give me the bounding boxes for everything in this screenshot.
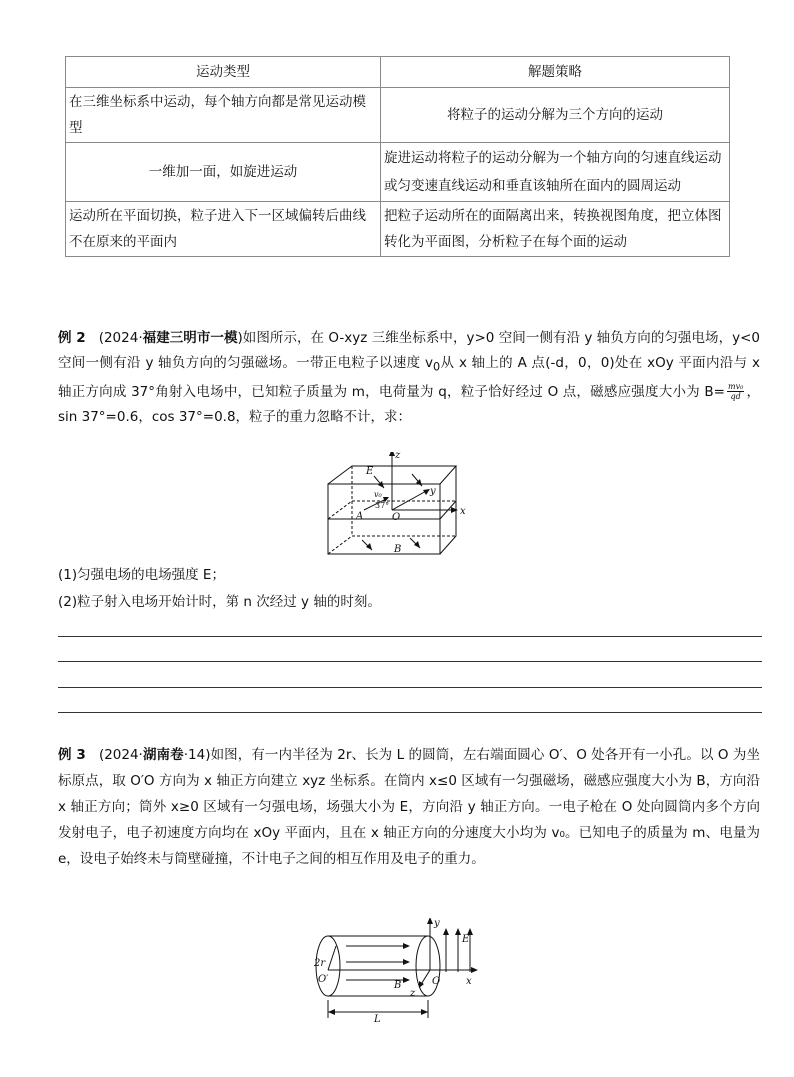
example-2-sub: 0 <box>433 360 441 374</box>
table-cell-strategy: 把粒子运动所在的面隔离出来，转换视图角度，把立体图转化为平面图，分析粒子在每个面的运动 <box>381 202 730 257</box>
label-O: O <box>392 512 401 523</box>
question-2: (2)粒子射入电场开始计时，第 n 次经过 y 轴的时刻。 <box>58 594 381 610</box>
fraction-mv0-qd: $\frac{\text{mv₀}}{qd}$ <box>727 382 744 402</box>
example-2-cube-figure <box>322 452 472 562</box>
table-row <box>66 143 730 202</box>
label-O-prime: O′ <box>318 974 329 985</box>
table-header-row <box>66 57 730 88</box>
axis-label-y: y <box>434 918 440 929</box>
table-cell-strategy: 将粒子的运动分解为三个方向的运动 <box>381 88 730 143</box>
label-2r: 2r <box>314 958 326 969</box>
label-A: A <box>356 511 364 522</box>
table-cell-type: 运动所在平面切换，粒子进入下一区域偏转后曲线不在原来的平面内 <box>66 202 381 257</box>
label-v0: v₀ <box>374 490 382 499</box>
table-row <box>66 88 730 143</box>
example-3-cylinder-figure <box>306 918 492 1024</box>
example-3-source: 湖南卷 <box>142 747 184 763</box>
axis-label-x: x <box>460 506 466 517</box>
example-2-source-suffix: ) <box>237 330 243 346</box>
question-1: (1)匀强电场的电场强度 E； <box>58 567 225 583</box>
example-2-text-a: 如图所示，在 O-xyz 三维坐标系中，y>0 空间一侧有沿 y 轴负方向的匀强电场，y<0 空间一侧有沿 y 轴负方向的匀强磁场。一带正电粒子以速度 v <box>58 330 761 371</box>
answer-line <box>58 636 762 637</box>
example-2-source-prefix: (2024· <box>98 330 143 346</box>
label-O: O <box>432 976 441 987</box>
label-E: E <box>462 934 470 945</box>
example-3-source-prefix: (2024· <box>98 747 143 763</box>
header-motion-type: 运动类型 <box>66 57 381 88</box>
label-E: E <box>366 466 374 477</box>
label-L: L <box>374 1014 381 1024</box>
answer-line <box>58 687 762 688</box>
label-B: B <box>394 980 402 991</box>
answer-line <box>58 712 762 713</box>
header-strategy: 解题策略 <box>381 57 730 88</box>
answer-line <box>58 661 762 662</box>
example-2-source: 福建三明市一模 <box>142 330 238 346</box>
axis-label-z: z <box>395 452 401 461</box>
table-cell-strategy: 旋进运动将粒子的运动分解为一个轴方向的匀速直线运动或匀变速直线运动和垂直该轴所在面内的圆周运动 <box>381 143 730 202</box>
example-3-body: 如图，有一内半径为 2r、长为 L 的圆筒，左右端面圆心 O′、O 处各开有一小孔。以 O 为坐标原点，取 O′O 方向为 x 轴正方向建立 xyz 坐标系。在筒内 x≤0 区域有一匀强磁场，磁感应强度大小为 B，方向沿 x 轴正方向；筒外 x≥0 区域有一匀强电场，场强大小为 E，方向沿 y 轴正方向。一电子枪在 O 处向圆筒内多个方向发射电子，电子初速度方向均在 xOy 平面内，且在 x 轴正方向的分速度大小均为 v₀。已知电子的质量为 m、电量为 e，设电子始终未与筒壁碰撞，不计电子之间的相互作用及电子的重力。 <box>58 747 761 867</box>
label-angle: 37° <box>375 501 390 510</box>
axis-label-y: y <box>430 486 436 497</box>
example-2-text <box>58 326 760 430</box>
example-3-text <box>58 742 760 872</box>
axis-label-x: x <box>466 976 472 987</box>
example-3-label: 例 3 <box>58 747 86 763</box>
example-2-text-b: 从 x 轴上的 A 点(-d，0，0)处在 xOy 平面内沿与 x 轴正方向成 37°角射入电场中，已知粒子质量为 m，电荷量为 q，粒子恰好经过 O 点，磁感应强度大小为 B= <box>58 355 760 400</box>
label-B: B <box>394 544 402 555</box>
example-2-label: 例 2 <box>58 330 86 346</box>
table-row <box>66 202 730 257</box>
example-2-text-c: ，sin 37°=0.6，cos 37°=0.8，粒子的重力忽略不计，求： <box>58 383 761 425</box>
table-cell-type: 一维加一面，如旋进运动 <box>66 143 381 202</box>
example-3-source-suffix: ·14) <box>183 747 211 763</box>
strategy-table <box>65 56 730 257</box>
table-cell-type: 在三维坐标系中运动，每个轴方向都是常见运动模型 <box>66 88 381 143</box>
axis-label-z: z <box>410 988 416 999</box>
